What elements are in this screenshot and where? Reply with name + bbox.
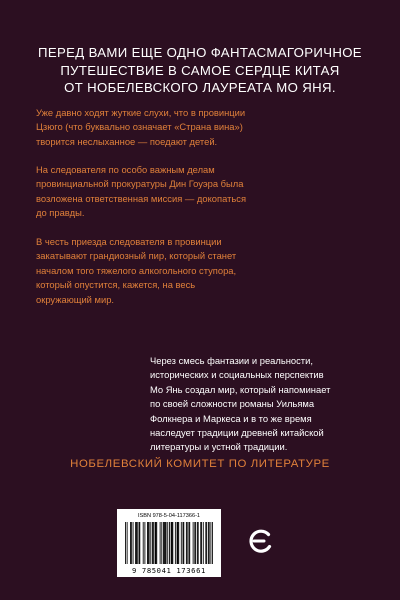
headline-line: ПЕРЕД ВАМИ ЕЩЕ ОДНО ФАНТАСМАГОРИЧНОЕ <box>38 45 362 60</box>
barcode-digits: 9 785041 173661 <box>132 566 206 575</box>
quote-line: по своей сложности романы Уильяма <box>150 398 315 410</box>
quote-line: наследует традиции древней китайской <box>150 427 324 439</box>
isbn-number: ISBN 978-5-04-117366-1 <box>137 513 201 519</box>
text-line: до правды. <box>36 207 85 219</box>
text-line: началом того тяжелого алкогольного ступора, <box>36 264 237 276</box>
quote-line: Через смесь фантазии и реальности, <box>150 355 313 366</box>
headline-line: ОТ НОБЕЛЕВСКОГО ЛАУРЕАТА МО ЯНЯ. <box>64 80 336 95</box>
text-line: Цзюго (что буквально означает «Страна вина») <box>36 121 243 133</box>
quote-line: Фолкнера и Маркеса и в то же время <box>150 412 312 424</box>
description-paragraph-2 <box>36 163 366 221</box>
text-line: провинциальной прокуратуры Дин Гоуэра была <box>36 178 244 190</box>
quote-line: Мо Янь создал мир, который напоминает <box>150 383 331 395</box>
headline-line: ПУТЕШЕСТВИЕ В САМОЕ СЕРДЦЕ КИТАЯ <box>60 62 340 78</box>
barcode-icon <box>125 522 213 564</box>
quote-attribution: НОБЕЛЕВСКИЙ КОМИТЕТ ПО ЛИТЕРАТУРЕ <box>70 458 330 470</box>
headline <box>20 44 380 97</box>
text-line: закатывают грандиозный пир, который станет <box>36 250 237 262</box>
isbn-barcode <box>117 509 221 577</box>
text-line: окружающий мир. <box>36 293 115 305</box>
text-line: возложена ответственная миссия — докопаться <box>36 192 247 204</box>
text-line: Уже давно ходят жуткие слухи, что в провинции <box>36 107 246 118</box>
description-paragraph-3 <box>36 235 366 307</box>
description-paragraph-1 <box>36 106 366 149</box>
eksmo-logo-icon <box>248 528 274 554</box>
critic-quote <box>150 354 390 455</box>
text-line: В честь приезда следователя в провинции <box>36 236 222 247</box>
text-line: который опустится, кажется, на весь <box>36 279 196 291</box>
text-line: творится неслыханное — поедают детей. <box>36 135 218 147</box>
text-line: На следователя по особо важным делам <box>36 164 215 175</box>
quote-line: исторических и социальных перспектив <box>150 369 324 381</box>
quote-line: литературы и устной традиции. <box>150 441 288 453</box>
